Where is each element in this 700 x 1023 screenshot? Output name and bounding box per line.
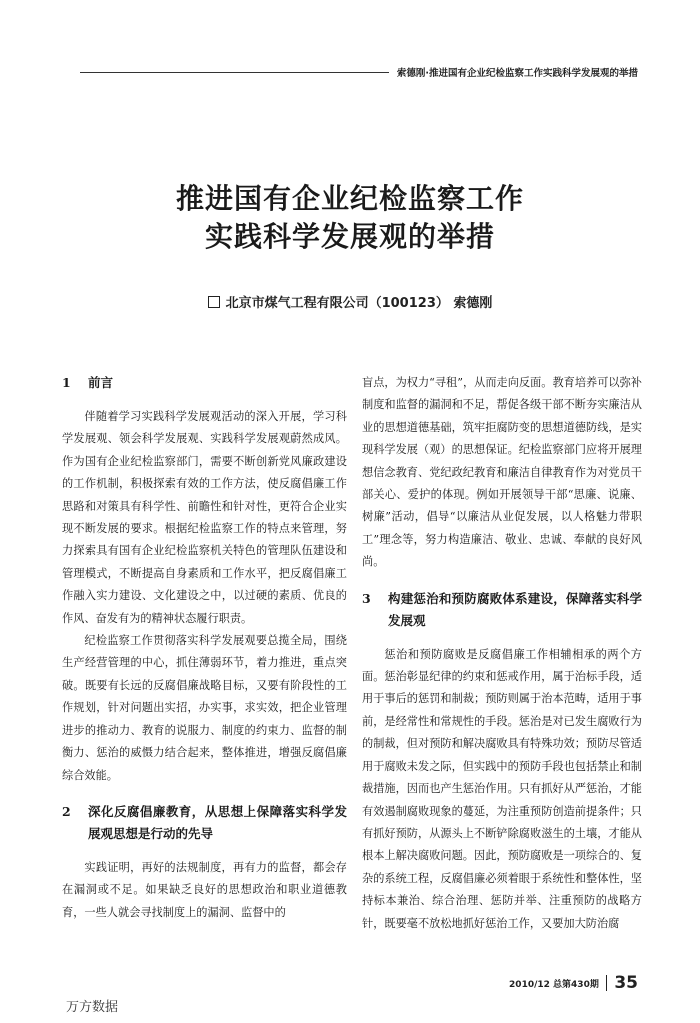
header-rule bbox=[80, 72, 389, 73]
page-number: 35 bbox=[614, 973, 638, 993]
author-byline bbox=[0, 292, 700, 311]
article-title bbox=[0, 180, 700, 256]
left-paragraph-3: 实践证明，再好的法规制度，再有力的监督，都会存在漏洞或不足。如果缺乏良好的思想政治和职业道德教育，一些人就会寻找制度上的漏洞、监督中的 bbox=[62, 860, 347, 919]
right-column bbox=[362, 372, 642, 935]
title-line-2: 实践科学发展观的举措 bbox=[204, 220, 495, 253]
running-header bbox=[80, 62, 638, 82]
section-2-title: 深化反腐倡廉教育，从思想上保障落实科学发展观思想是行动的先导 bbox=[88, 803, 347, 841]
section-3-number: 3 bbox=[362, 590, 371, 606]
byline-text: 北京市煤气工程有限公司（100123） 索德刚 bbox=[225, 296, 493, 311]
page-footer bbox=[509, 972, 638, 994]
square-bullet-icon bbox=[208, 296, 220, 308]
left-paragraph-2: 纪检监察工作贯彻落实科学发展观要总揽全局，围绕生产经营管理的中心，抓住薄弱环节，着力推进，重点突破。既要有长远的反腐倡廉战略目标，又要有阶段性的工作规划，针对问题出实招，办实事，求实效，把企业管理进步的推动力、教育的说服力、制度的约束力、监督的制衡力、惩治的威慑力结合起来，整体推进，增强反腐倡廉综合效能。 bbox=[62, 634, 347, 782]
running-head-text: 索德刚·推进国有企业纪检监察工作实践科学发展观的举措 bbox=[396, 68, 638, 79]
section-3-heading bbox=[362, 588, 642, 632]
footer-separator bbox=[606, 975, 608, 991]
left-paragraph-1: 伴随着学习实践科学发展观活动的深入开展，学习科学发展观、领会科学发展观、实践科学发展观蔚然成风。作为国有企业纪检监察部门，需要不断创新党风廉政建设的工作机制，积极探索有效的工作方法，使反腐倡廉工作思路和对策具有科学性、前瞻性和针对性，更符合企业实现不断发展的要求。根据纪检监察工作的特点来管理，努力探索具有国有企业纪检监察机关特色的管理队伍建设和管理模式，不断提高自身素质和工作水平，把反腐倡廉工作融入实力建设、文化建设之中，以过硬的素质、优良的作风、奋发有为的精神状态履行职责。 bbox=[62, 410, 347, 625]
right-paragraph-2: 惩治和预防腐败是反腐倡廉工作相辅相承的两个方面。惩治彰显纪律的约束和惩戒作用，属于治标手段，适用于事后的惩罚和制裁；预防则属于治本范畴，适用于事前，是经常性和常规性的手段。惩治是对已发生腐败行为的制裁，但对预防和解决腐败具有特殊功效；预防尽管适用于腐败未发之际，但实践中的预防手段也包括禁止和制裁措施，因而也产生惩治作用。只有抓好从严惩治，才能有效遏制腐败现象的蔓延，为注重预防创造前提条件；只有抓好预防，从源头上不断铲除腐败滋生的土壤，才能从根本上解决腐败问题。因此，预防腐败是一项综合的、复杂的系统工程，反腐倡廉必须着眼于系统性和整体性，坚持标本兼治、综合治理、惩防并举、注重预防的战略方针，既要毫不放松地抓好惩治工作，又要加大防治腐 bbox=[362, 647, 642, 930]
section-2-heading bbox=[62, 801, 347, 845]
section-1-number: 1 bbox=[62, 375, 71, 390]
title-line-1: 推进国有企业纪检监察工作 bbox=[175, 182, 524, 215]
left-column bbox=[62, 372, 347, 924]
section-1-heading bbox=[62, 372, 347, 394]
source-watermark: 万方数据 bbox=[66, 1000, 119, 1015]
section-1-title: 前言 bbox=[88, 375, 114, 390]
issue-label: 2010/12 总第430期 bbox=[509, 979, 599, 990]
section-3-title: 构建惩治和预防腐败体系建设，保障落实科学发展观 bbox=[388, 590, 642, 628]
right-paragraph-1: 盲点，为权力“寻租”，从而走向反面。教育培养可以弥补制度和监督的漏洞和不足，帮促各级干部不断夯实廉洁从业的思想道德基础，筑牢拒腐防变的思想道德防线，是实现科学发展（观）的思想保证。纪检监察部门应将开展理想信念教育、党纪政纪教育和廉洁自律教育作为对党员干部关心、爱护的体现。例如开展领导干部“思廉、说廉、树廉”活动，倡导“以廉洁从业促发展，以人格魅力带职工”理念等，努力构造廉洁、敬业、忠诚、奉献的良好风尚。 bbox=[362, 376, 642, 569]
section-2-number: 2 bbox=[62, 803, 71, 819]
